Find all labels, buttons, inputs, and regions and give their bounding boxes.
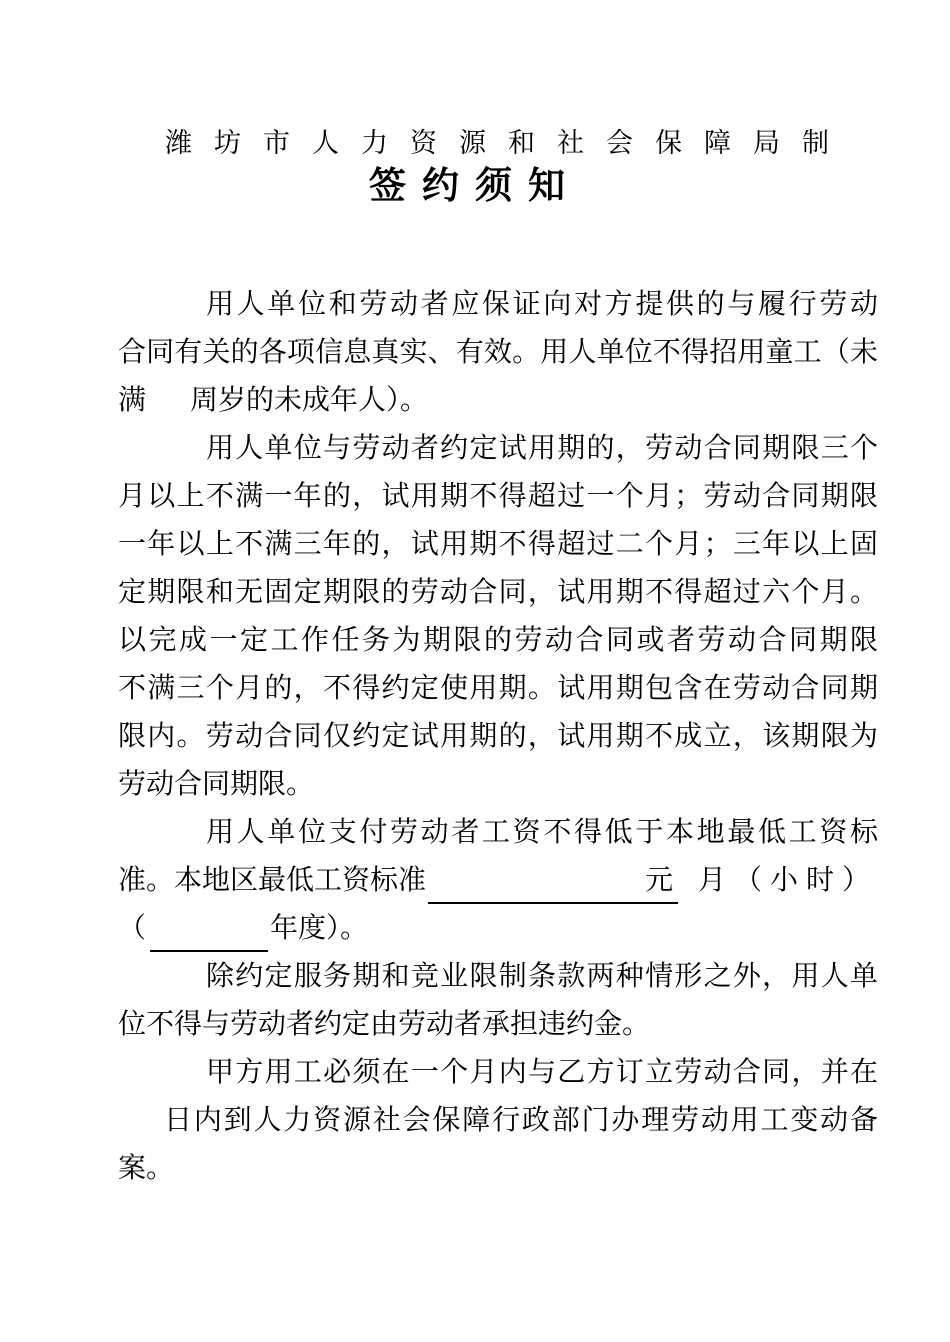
text-fragment: 准。本地区最低工资标准 (118, 863, 427, 896)
text-line: 案。 (118, 1151, 175, 1184)
text-line: 用人单位支付劳动者工资不得低于本地最低工资标 (206, 815, 878, 848)
text-fragment: 满 (118, 383, 147, 416)
issuer-line: 潍坊市人力资源和社会保障局制 (165, 128, 851, 159)
document-title: 签约须知 (369, 164, 581, 207)
text-line: 定期限和无固定期限的劳动合同，试用期不得超过六个月。 (118, 575, 878, 608)
text-line (118, 904, 878, 952)
text-line: 用人单位和劳动者应保证向对方提供的与履行劳动 (206, 287, 878, 320)
text-fragment: 年度）。 (270, 911, 369, 944)
paragraph-2 (118, 424, 878, 808)
text-line: 位不得与劳动者约定由劳动者承担违约金。 (118, 1007, 651, 1040)
year-blank[interactable] (150, 920, 268, 952)
text-line: 除约定服务期和竞业限制条款两种情形之外，用人单 (206, 959, 878, 992)
notice-body (118, 280, 878, 1192)
paragraph-4 (118, 952, 878, 1048)
minimum-wage-blank[interactable] (428, 872, 678, 904)
paragraph-3 (118, 808, 878, 952)
text-fragment: （ (118, 911, 147, 944)
text-line: 限内。劳动合同仅约定试用期的，试用期不成立，该期限为 (118, 719, 878, 752)
text-line: 甲方用工必须在一个月内与乙方订立劳动合同，并在 (206, 1055, 878, 1088)
text-line: 一年以上不满三年的，试用期不得超过二个月；三年以上固 (118, 527, 878, 560)
text-line (118, 856, 878, 904)
text-line: 不满三个月的，不得约定使用期。试用期包含在劳动合同期 (118, 671, 878, 704)
text-line: 日内到人力资源社会保障行政部门办理劳动用工变动备 (164, 1103, 878, 1136)
paragraph-5 (118, 1048, 878, 1192)
wage-unit: 元 月（小时） (645, 863, 878, 896)
paragraph-1 (118, 280, 878, 424)
text-line (118, 376, 878, 424)
text-fragment: 周岁的未成年人）。 (190, 383, 429, 416)
text-line: 以完成一定工作任务为期限的劳动合同或者劳动合同期限 (118, 623, 878, 656)
text-line: 合同有关的各项信息真实、有效。用人单位不得招用童工（未 (118, 335, 878, 368)
text-line: 月以上不满一年的，试用期不得超过一个月；劳动合同期限 (118, 479, 878, 512)
text-line: 用人单位与劳动者约定试用期的，劳动合同期限三个 (206, 431, 878, 464)
text-line: 劳动合同期限。 (118, 767, 315, 800)
